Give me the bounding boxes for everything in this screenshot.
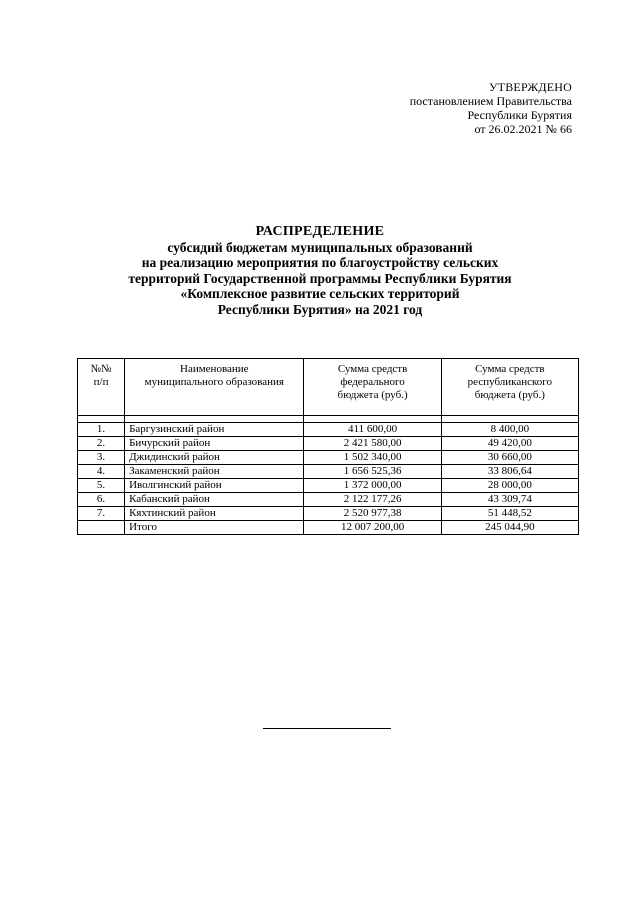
total-number	[78, 521, 125, 535]
spacer-cell	[78, 416, 125, 423]
row-federal-sum: 2 122 177,26	[304, 493, 441, 507]
row-number: 1.	[78, 423, 125, 437]
row-republic-sum: 30 660,00	[441, 451, 578, 465]
closing-divider	[263, 728, 391, 729]
row-municipality: Иволгинский район	[125, 479, 304, 493]
title-line: на реализацию мероприятия по благоустройству сельских	[141, 255, 499, 270]
table-row	[78, 423, 579, 437]
total-federal-sum: 12 007 200,00	[304, 521, 441, 535]
row-federal-sum: 2 520 977,38	[304, 507, 441, 521]
header-municipality	[125, 359, 304, 416]
approval-heading: УТВЕРЖДЕНО	[488, 80, 572, 94]
table-row	[78, 479, 579, 493]
header-text: Сумма средств	[337, 363, 408, 375]
approval-line: Республики Бурятия	[467, 108, 572, 122]
row-municipality: Кабанский район	[125, 493, 304, 507]
title-line: территорий Государственной программы Республики Бурятия	[128, 270, 512, 286]
title-line: субсидий бюджетам муниципальных образований	[167, 239, 473, 255]
header-text: Наименование	[180, 363, 249, 375]
row-number: 6.	[78, 493, 125, 507]
table-row	[78, 493, 579, 507]
spacer-cell	[125, 416, 304, 423]
row-number: 5.	[78, 479, 125, 493]
header-text: бюджета (руб.)	[474, 389, 545, 401]
approval-line: постановлением Правительства	[409, 94, 572, 108]
table-header-row	[78, 359, 579, 416]
row-republic-sum: 28 000,00	[441, 479, 578, 493]
distribution-table	[77, 358, 579, 535]
row-number: 3.	[78, 451, 125, 465]
header-number	[78, 359, 125, 416]
row-federal-sum: 1 502 340,00	[304, 451, 441, 465]
table-row	[78, 451, 579, 465]
header-federal-sum	[304, 359, 441, 416]
header-text: бюджета (руб.)	[337, 389, 408, 401]
row-republic-sum: 33 806,64	[441, 465, 578, 479]
title-main: РАСПРЕДЕЛЕНИЕ	[255, 224, 385, 239]
row-republic-sum: 49 420,00	[441, 437, 578, 451]
table-total-row	[78, 521, 579, 535]
header-text: п/п	[93, 376, 109, 388]
approval-stamp	[410, 80, 572, 136]
table-row	[78, 465, 579, 479]
header-text: Сумма средств	[475, 363, 545, 375]
row-federal-sum: 1 372 000,00	[304, 479, 441, 493]
header-text: муниципального образования	[144, 376, 284, 388]
title-line: «Комплексное развитие сельских территорий	[180, 286, 460, 301]
row-municipality: Баргузинский район	[125, 423, 304, 437]
row-municipality: Джидинский район	[125, 451, 304, 465]
row-federal-sum: 1 656 525,36	[304, 465, 441, 479]
approval-date-number: от 26.02.2021 № 66	[474, 122, 572, 136]
spacer-cell	[304, 416, 441, 423]
table-row	[78, 437, 579, 451]
row-number: 2.	[78, 437, 125, 451]
header-republic-sum	[441, 359, 578, 416]
total-label: Итого	[125, 521, 304, 535]
table-spacer-row	[78, 416, 579, 423]
row-number: 4.	[78, 465, 125, 479]
header-text: республиканского	[467, 376, 553, 388]
title-line: Республики Бурятия» на 2021 год	[217, 301, 423, 317]
row-number: 7.	[78, 507, 125, 521]
header-text: №№	[90, 363, 112, 375]
row-municipality: Кяхтинский район	[125, 507, 304, 521]
row-municipality: Бичурский район	[125, 437, 304, 451]
total-republic-sum: 245 044,90	[441, 521, 578, 535]
header-text: федерального	[340, 376, 405, 388]
row-federal-sum: 2 421 580,00	[304, 437, 441, 451]
document-title	[0, 224, 640, 317]
spacer-cell	[441, 416, 578, 423]
row-federal-sum: 411 600,00	[304, 423, 441, 437]
row-municipality: Закаменский район	[125, 465, 304, 479]
row-republic-sum: 51 448,52	[441, 507, 578, 521]
row-republic-sum: 43 309,74	[441, 493, 578, 507]
table-row	[78, 507, 579, 521]
row-republic-sum: 8 400,00	[441, 423, 578, 437]
